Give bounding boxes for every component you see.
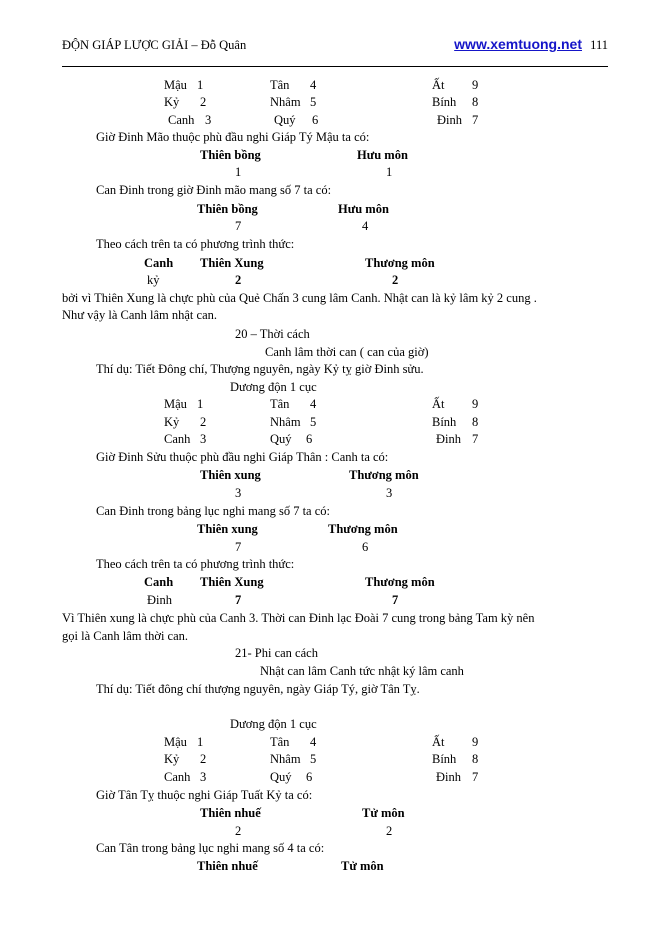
grid-cell: Quý: [274, 113, 296, 127]
door-value: 2: [392, 273, 399, 287]
star-value: 1: [235, 165, 242, 179]
grid-cell: Tân: [270, 397, 290, 411]
star-heading: Thiên Xung: [200, 256, 264, 270]
stem-value: Đinh: [147, 593, 172, 607]
grid-cell: Đinh: [436, 770, 461, 784]
grid-cell: Mậu: [164, 78, 187, 92]
grid-cell: 5: [310, 415, 317, 429]
grid-cell: 4: [310, 735, 317, 749]
grid-cell: 1: [197, 397, 204, 411]
grid-cell: Canh: [164, 770, 191, 784]
grid-cell: Ất: [432, 397, 445, 411]
grid-cell: Nhâm: [270, 95, 301, 109]
grid-cell: 9: [472, 397, 479, 411]
stem-heading: Canh: [144, 575, 174, 589]
grid-cell: 8: [472, 415, 479, 429]
grid-cell: 2: [200, 752, 207, 766]
header-title: ĐỘN GIÁP LƯỢC GIẢI – Đỗ Quân: [62, 38, 247, 52]
star-heading: Thiên xung: [197, 522, 258, 536]
paragraph: Như vậy là Canh lâm nhật can.: [62, 308, 217, 322]
door-heading: Hưu môn: [338, 202, 389, 216]
paragraph: Can Tân trong bảng lục nghi mang số 4 ta có:: [96, 841, 325, 855]
grid-cell: Ất: [432, 78, 445, 92]
grid-cell: 7: [472, 432, 479, 446]
star-heading: Thiên bồng: [197, 202, 258, 216]
door-value: 7: [392, 593, 399, 607]
grid-cell: Bính: [432, 752, 457, 766]
paragraph: Vì Thiên xung là chực phù của Canh 3. Thời can Đinh lạc Đoài 7 cung trong bảng Tam kỳ nên: [62, 611, 535, 625]
grid-cell: Bính: [432, 415, 457, 429]
grid-cell: 6: [306, 432, 313, 446]
grid-cell: 3: [200, 432, 207, 446]
paragraph: Theo cách trên ta có phương trình thức:: [96, 237, 295, 251]
star-value: 7: [235, 593, 242, 607]
grid-cell: Đinh: [437, 113, 462, 127]
door-heading: Tử môn: [341, 859, 384, 873]
paragraph: Can Đinh trong giờ Đinh mão mang số 7 ta có:: [96, 183, 332, 197]
grid-cell: 2: [200, 415, 207, 429]
star-heading: Thiên nhuế: [197, 859, 258, 873]
grid-cell: Tân: [270, 735, 290, 749]
grid-cell: 9: [472, 78, 479, 92]
door-heading: Thương môn: [349, 468, 419, 482]
page-number: 111: [590, 38, 608, 52]
star-heading: Thiên nhuế: [200, 806, 261, 820]
star-value: 3: [235, 486, 242, 500]
grid-cell: 8: [472, 95, 479, 109]
paragraph: Giờ Đinh Mão thuộc phù đầu nghi Giáp Tý Mậu ta có:: [96, 130, 370, 144]
door-value: 4: [362, 219, 369, 233]
grid-cell: Đinh: [436, 432, 461, 446]
grid-cell: Kỷ: [164, 415, 180, 429]
star-heading: Thiên bồng: [200, 148, 261, 162]
grid-cell: Tân: [270, 78, 290, 92]
grid-cell: Quý: [270, 432, 292, 446]
star-heading: Thiên xung: [200, 468, 261, 482]
star-value: 2: [235, 273, 242, 287]
grid-cell: 1: [197, 735, 204, 749]
grid-cell: 5: [310, 752, 317, 766]
section-subtitle: Canh lâm thời can ( can của giờ): [265, 345, 429, 359]
star-heading: Thiên Xung: [200, 575, 264, 589]
door-value: 3: [386, 486, 393, 500]
grid-cell: 6: [306, 770, 313, 784]
grid-cell: Kỷ: [164, 752, 180, 766]
paragraph: gọi là Canh lâm thời can.: [62, 629, 189, 643]
stem-value: kỷ: [147, 273, 160, 287]
grid-cell: Nhâm: [270, 415, 301, 429]
grid-cell: 5: [310, 95, 317, 109]
door-value: 1: [386, 165, 393, 179]
cuc-label: Dương độn 1 cục: [230, 380, 317, 394]
section-subtitle: Nhật can lâm Canh tức nhật ký lâm canh: [260, 664, 464, 678]
grid-cell: 6: [312, 113, 319, 127]
grid-cell: 7: [472, 113, 479, 127]
star-value: 2: [235, 824, 242, 838]
door-heading: Thương môn: [365, 256, 435, 270]
page-header: [62, 38, 608, 56]
grid-cell: 1: [197, 78, 204, 92]
star-value: 7: [235, 540, 242, 554]
grid-cell: Mậu: [164, 397, 187, 411]
grid-cell: 7: [472, 770, 479, 784]
header-rule: [62, 66, 608, 67]
paragraph: Can Đinh trong bảng lục nghi mang số 7 ta có:: [96, 504, 330, 518]
grid-cell: 4: [310, 397, 317, 411]
door-heading: Tử môn: [362, 806, 405, 820]
grid-cell: 3: [205, 113, 212, 127]
grid-cell: Kỷ: [164, 95, 180, 109]
grid-cell: 4: [310, 78, 317, 92]
stem-heading: Canh: [144, 256, 174, 270]
door-heading: Hưu môn: [357, 148, 408, 162]
grid-cell: Quý: [270, 770, 292, 784]
grid-cell: 3: [200, 770, 207, 784]
door-value: 6: [362, 540, 369, 554]
paragraph: Giờ Đinh Sửu thuộc phù đầu nghi Giáp Thân : Canh ta có:: [96, 450, 389, 464]
grid-cell: 9: [472, 735, 479, 749]
grid-cell: 2: [200, 95, 207, 109]
website-link[interactable]: www.xemtuong.net: [454, 36, 582, 52]
door-value: 2: [386, 824, 393, 838]
grid-cell: Bính: [432, 95, 457, 109]
star-value: 7: [235, 219, 242, 233]
door-heading: Thương môn: [328, 522, 398, 536]
section-title: 21- Phi can cách: [235, 646, 318, 660]
grid-cell: 8: [472, 752, 479, 766]
paragraph: Theo cách trên ta có phương trình thức:: [96, 557, 295, 571]
cuc-label: Dương độn 1 cục: [230, 717, 317, 731]
paragraph: Giờ Tân Tỵ thuộc nghi Giáp Tuất Kỷ ta có:: [96, 788, 313, 802]
grid-cell: Nhâm: [270, 752, 301, 766]
example-text: Thí dụ: Tiết Đông chí, Thượng nguyên, ngày Kỷ tỵ giờ Đinh sửu.: [96, 362, 424, 376]
example-text: Thí dụ: Tiết đông chí thượng nguyên, ngày Giáp Tý, giờ Tân Tỵ.: [96, 682, 420, 696]
grid-cell: Canh: [168, 113, 195, 127]
grid-cell: Mậu: [164, 735, 187, 749]
section-title: 20 – Thời cách: [235, 327, 310, 341]
door-heading: Thương môn: [365, 575, 435, 589]
grid-cell: Ất: [432, 735, 445, 749]
grid-cell: Canh: [164, 432, 191, 446]
paragraph: bởi vì Thiên Xung là chực phù của Quẻ Chấn 3 cung lâm Canh. Nhật can là kỷ lâm kỷ 2 cung .: [62, 291, 537, 305]
